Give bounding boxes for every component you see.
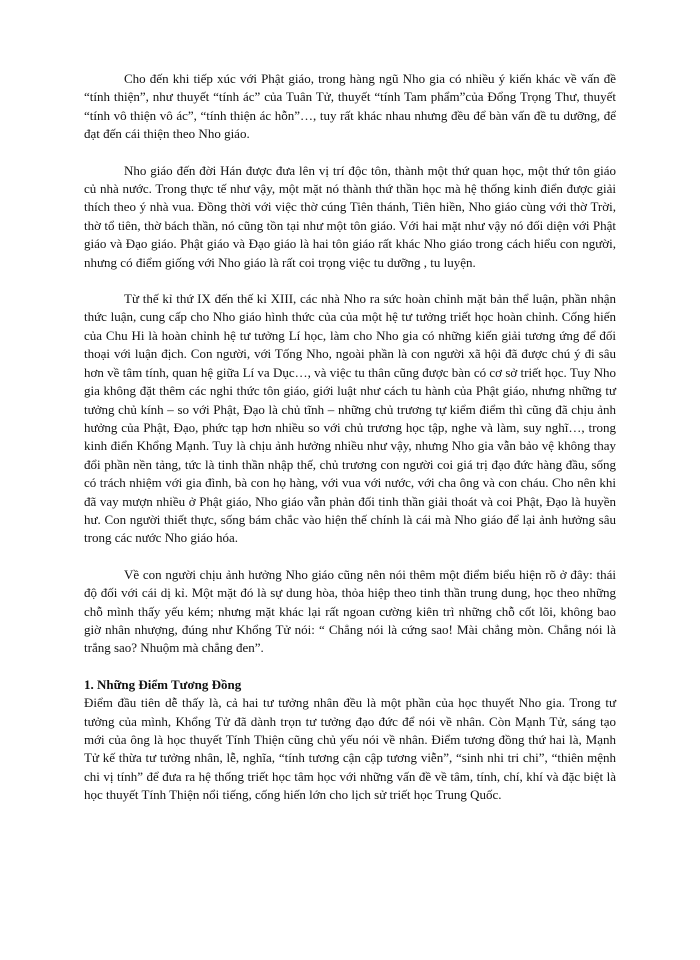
section-heading: 1. Những Điểm Tương Đồng <box>84 676 242 692</box>
paragraph-thai-do-di-ki: Về con người chịu ảnh hưởng Nho giáo cũng nên nói thêm một điểm biểu hiện rõ ở đây: thái độ đối với cái dị kỉ. Một mặt đó là sự dung hòa, thỏa hiệp theo tinh thần trung dung, học theo những chỗ mình thấy yếu kém; nhưng mặt khác lại rất ngoan cường kiên trì những chỗ cốt lõi, không bao giờ nhân nhượng, đúng như Khổng Tử nói: “ Chẳng nói là cứng sao! Mài chẳng mòn. Chẳng nói là trắng sao? Nhuộm mà chẳng đen”. <box>84 566 616 656</box>
paragraph-diem-tuong-dong: Điểm đầu tiên dễ thấy là, cả hai tư tưởng nhân đều là một phần của học thuyết Nho gia. Trong tư tưởng của mình, Khổng Tử đã dành trọn tư tưởng đạo đức để nói về nhân. Còn Mạnh Tử, sáng tạo mới của ông là học thuyết Tính Thiện cũng chủ yếu nói về nhân. Điểm tương đồng thứ hai là, Mạnh Tử kế thừa tư tưởng nhân, lễ, nghĩa, “tính tương cận cập tương viễn”, “sinh nhi tri chi”, “thiên mệnh chi vị tính” để đưa ra hệ thống triết học tâm học với những vấn đề về tâm, tính, chí, khí và đặc biệt là học thuyết Tính Thiện nổi tiếng, cống hiến lớn cho lịch sử triết học Trung Quốc. <box>84 695 616 803</box>
paragraph-nho-giao-doi-han: Nho giáo đến đời Hán được đưa lên vị trí độc tôn, thành một thứ quan học, một thứ tôn giáo củ nhà nước. Trong thực tế như vậy, một mặt nó thành thứ thần học mà hệ thống kinh điển được giải thích theo ý nhà vua. Đồng thời với việc thờ cúng Tiên thánh, Tiên hiền, Nho giáo cùng với thờ Trời, thờ tổ tiên, thờ bách thần, nó cũng tồn tại như một tôn giáo. Với hai mặt như vậy nó đối diện với Phật giáo và Đạo giáo. Phật giáo và Đạo giáo là hai tôn giáo rất khác Nho giáo trong cách hiểu con người, nhưng có điểm giống với Nho giáo là rất coi trọng việc tu dưỡng , tu luyện. <box>84 162 616 270</box>
document-page <box>84 70 616 805</box>
paragraph-the-ki-ix-xiii: Từ thế kỉ thứ IX đến thế kỉ XIII, các nhà Nho ra sức hoàn chỉnh mặt bản thể luận, phần nhận thức luận, cung cấp cho Nho giáo hình thức của của một hệ tư tưởng triết học hoàn chỉnh. Cống hiến của Chu Hi là hoàn chỉnh hệ tư tưởng Lí học, làm cho Nho gia có những kiến giải tương ứng để đối thoại với luận địch. Con người, với Tống Nho, ngoài phần là con người xã hội đã được chú ý đi sâu hơn về tâm tính, quan hệ giữa Lí va Dục…, và việc tu thân cũng được bàn có cơ sở triết học. Tuy Nho gia không đặt thêm các nghi thức tôn giáo, giới luật như cách tu hành của Phật giáo, nhưng những tư tưởng chủ kính – so với Phật, Đạo là chủ tĩnh – những chủ trương tự kiểm điểm thì cũng đã chịu ảnh hưởng của Phật, Đạo, phức tạp hơn nhiều so với chủ trương học tập, nghe và làm, suy nghĩ…, trong kinh điển Khổng Mạnh. Tuy là chịu ảnh hưởng nhiều như vậy, nhưng Nho gia vẫn bảo vệ không thay đổi phần nền tảng, tức là tinh thần nhập thế, chủ trương con người coi giá trị đạo đức hàng đầu, sống có trách nhiệm với gia đình, bà con họ hàng, với vua với nước, với cha ông và con cháu. Cho nên khi đã vay mượn nhiều ở Phật giáo, Nho giáo vẫn phản đối tinh thần giải thoát và coi Phật, Đạo là huyền hư. Con người thiết thực, sống bám chắc vào hiện thế chính là cái mà Nho giáo để lại ảnh hưởng sâu trong các nước Nho giáo hóa. <box>84 291 616 546</box>
paragraph-tinh-thien: Cho đến khi tiếp xúc với Phật giáo, trong hàng ngũ Nho gia có nhiều ý kiến khác về vấn đề “tính thiện”, như thuyết “tính ác” của Tuân Tử, thuyết “tính Tam phẩm”của Đổng Trọng Thư, thuyết “tính vô thiện vô ác”, “tính thiện ác hỗn”…, tuy rất khác nhau nhưng đều để bàn vấn đề tu dưỡng, để đạt đến cái thiện theo Nho giáo. <box>84 71 616 142</box>
